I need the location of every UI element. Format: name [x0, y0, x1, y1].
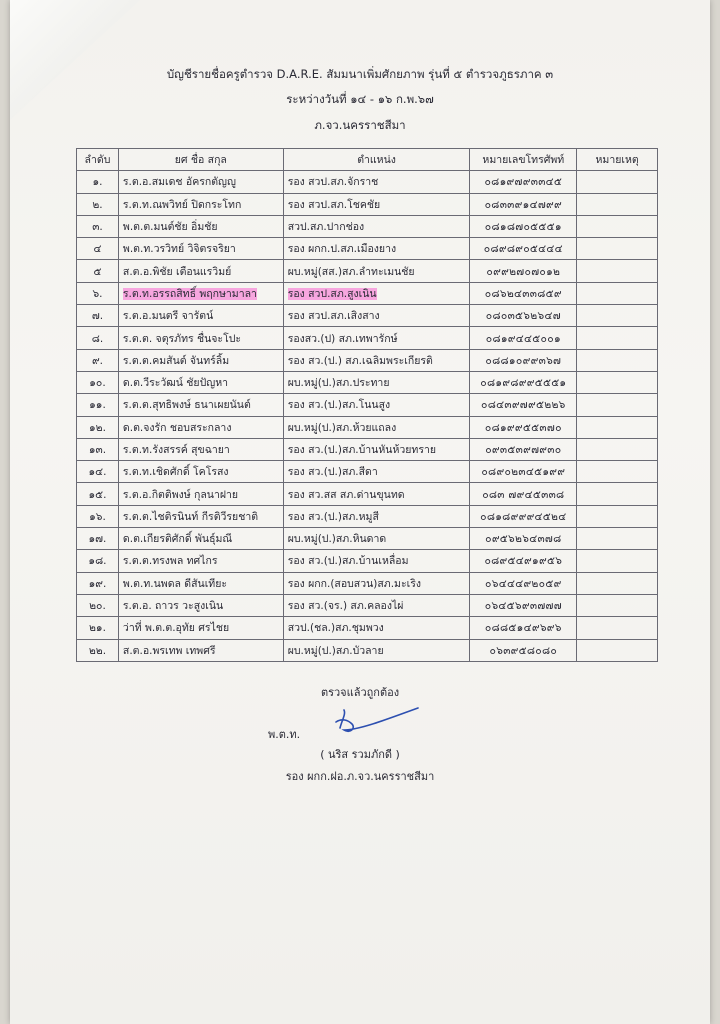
cell-no-text: ๑๒.	[88, 421, 106, 434]
cell-no	[77, 438, 119, 460]
cell-name	[118, 639, 283, 661]
cell-name-text: ร.ต.อ.สมเดช อัครกตัญญู	[122, 176, 236, 189]
cell-note	[577, 483, 658, 505]
cell-no-text: ๕	[93, 265, 102, 278]
cell-phone-text: ๐๙๙๒๗๐๗๐๑๒	[486, 265, 561, 278]
cell-phone	[470, 528, 577, 550]
cell-name	[118, 171, 283, 193]
cell-name	[118, 572, 283, 594]
cell-no-text: ๑๑.	[89, 399, 106, 412]
cell-name	[118, 528, 283, 550]
cell-name	[118, 215, 283, 237]
verified-statement: ตรวจแล้วถูกต้อง	[320, 686, 400, 699]
cell-name	[118, 282, 283, 304]
cell-position-text: รอง สว.(ป.)สภ.โนนสูง	[287, 399, 391, 412]
cell-phone	[470, 171, 577, 193]
cell-phone	[470, 371, 577, 393]
cell-no-text: ๒.	[92, 198, 103, 211]
cell-name-text: ส.ต.อ.พรเทพ เทพศรี	[122, 644, 216, 657]
cell-position-text: ผบ.หมู่(สส.)สภ.ลำทะเมนชัย	[287, 265, 415, 278]
cell-name-text: พ.ต.ท.วรวิทย์ วิจิตรจริยา	[122, 243, 236, 256]
table-row	[77, 438, 658, 460]
cell-note	[577, 438, 658, 460]
cell-note	[577, 215, 658, 237]
cell-position-text: รอง สว.(ป.)สภ.สีดา	[287, 466, 378, 479]
cell-phone-text: ๐๘๓๓๙๑๔๗๙๙	[484, 198, 563, 211]
cell-no-text: ๑๔.	[88, 466, 107, 479]
table-row	[77, 193, 658, 215]
cell-name-text: ด.ต.จงรัก ชอบสระกลาง	[122, 421, 232, 434]
cell-position-text: รอง ผกก.(สอบสวน)สภ.มะเริง	[287, 577, 421, 590]
cell-note	[577, 572, 658, 594]
cell-phone-text: ๐๖๔๕๖๙๓๗๗๗	[484, 600, 562, 613]
cell-name	[118, 371, 283, 393]
cell-no	[77, 416, 119, 438]
table-row	[77, 260, 658, 282]
cell-name-text: ร.ต.ต.ไชติรนินท์ กีรติวีรยชาติ	[122, 510, 259, 523]
cell-no	[77, 505, 119, 527]
cell-name-text: พ.ต.ต.มนต์ชัย อิ่มชัย	[122, 221, 218, 234]
cell-name-text: ร.ต.ต.ทรงพล ทศไกร	[122, 555, 218, 568]
cell-position	[283, 528, 470, 550]
cell-position	[283, 617, 470, 639]
cell-no	[77, 550, 119, 572]
table-row	[77, 461, 658, 483]
cell-phone	[470, 193, 577, 215]
table-header-row	[77, 149, 658, 171]
cell-name-text: ร.ต.อ.กิตติพงษ์ กุลนาฝาย	[122, 488, 239, 501]
cell-no	[77, 572, 119, 594]
cell-name	[118, 594, 283, 616]
cell-position-text: ผบ.หมู่(ป.)สภ.หินดาด	[287, 533, 387, 546]
cell-note	[577, 528, 658, 550]
table-row	[77, 171, 658, 193]
cell-phone	[470, 572, 577, 594]
table-row	[77, 639, 658, 661]
roster-table	[76, 148, 658, 662]
cell-note	[577, 193, 658, 215]
cell-name	[118, 193, 283, 215]
cell-name-text: ร.ต.ท.เชิดศักดิ์ โคโรสง	[122, 466, 229, 479]
table-row	[77, 215, 658, 237]
cell-note	[577, 617, 658, 639]
cell-phone	[470, 483, 577, 505]
cell-name-text: ร.ต.อ. ถาวร วะสูงเนิน	[122, 600, 224, 613]
document-date-range: ระหว่างวันที่ ๑๔ - ๑๖ ก.พ.๖๗	[286, 92, 434, 106]
cell-no	[77, 260, 119, 282]
cell-phone	[470, 327, 577, 349]
cell-name-text: ด.ต.วีระวัฒน์ ชัยปัญหา	[122, 377, 229, 390]
cell-phone-text: ๐๘๙๐๒๓๔๕๑๙๙	[481, 466, 566, 479]
cell-position-text: รอง สวป.สภ.สูงเนิน	[287, 287, 377, 300]
cell-position	[283, 594, 470, 616]
cell-phone	[470, 550, 577, 572]
signatory-position: รอง ผกก.ฝอ.ภ.จว.นครราชสีมา	[285, 770, 435, 783]
table-row	[77, 617, 658, 639]
cell-position	[283, 394, 470, 416]
cell-no	[77, 305, 119, 327]
cell-phone	[470, 505, 577, 527]
column-header-no: ลำดับ	[77, 149, 119, 171]
table-row	[77, 349, 658, 371]
cell-no	[77, 282, 119, 304]
cell-position	[283, 639, 470, 661]
cell-position	[283, 327, 470, 349]
cell-phone-text: ๐๖๔๔๔๙๒๐๕๙	[485, 577, 562, 590]
cell-position-text: รอง ผกก.ป.สภ.เมืองยาง	[287, 243, 397, 256]
cell-no-text: ๒๒.	[88, 644, 107, 657]
cell-position-text: สวป.สภ.ปากช่อง	[287, 221, 365, 234]
cell-name-text: ร.ต.ต.สุทธิพงษ์ ธนาเผยนันต์	[122, 399, 251, 412]
cell-no	[77, 238, 119, 260]
cell-name	[118, 327, 283, 349]
cell-position	[283, 483, 470, 505]
column-header-name: ยศ ชื่อ สกุล	[118, 149, 283, 171]
cell-position	[283, 349, 470, 371]
cell-name-text: ด.ต.เกียรติศักดิ์ พันธุ์มณี	[122, 533, 233, 546]
cell-no	[77, 594, 119, 616]
cell-phone-text: ๐๘๔๓๙๗๙๕๒๒๖	[480, 399, 566, 412]
column-header-note: หมายเหตุ	[577, 149, 658, 171]
cell-no	[77, 639, 119, 661]
cell-no-text: ๑๖.	[89, 510, 106, 523]
cell-note	[577, 305, 658, 327]
cell-phone-text: ๐๘๑๘๙๙๙๔๕๒๔	[480, 510, 567, 523]
cell-phone	[470, 461, 577, 483]
cell-name	[118, 349, 283, 371]
cell-no-text: ๗.	[91, 310, 104, 323]
cell-phone-text: ๐๘๑๙๗๙๓๓๔๕	[484, 176, 563, 189]
table-row	[77, 594, 658, 616]
cell-note	[577, 639, 658, 661]
cell-name	[118, 394, 283, 416]
cell-no	[77, 371, 119, 393]
cell-no-text: ๑๕.	[88, 488, 107, 501]
table-row	[77, 394, 658, 416]
cell-note	[577, 594, 658, 616]
cell-name	[118, 260, 283, 282]
cell-no	[77, 327, 119, 349]
cell-position	[283, 461, 470, 483]
cell-phone	[470, 238, 577, 260]
cell-note	[577, 238, 658, 260]
cell-name	[118, 461, 283, 483]
cell-no-text: ๒๐.	[89, 600, 106, 613]
document-title: บัญชีรายชื่อครูตำรวจ D.A.R.E. สัมมนาเพิ่มศักยภาพ รุ่นที่ ๕ ตำรวจภูธรภาค ๓	[166, 67, 554, 81]
cell-phone-text: ๐๘๓ ๗๙๔๕๓๓๘	[482, 488, 565, 501]
table-row	[77, 505, 658, 527]
cell-no-text: ๑.	[92, 176, 103, 189]
cell-name-text: ร.ต.ท.ณพวิทย์ ปิดกระโทก	[122, 198, 242, 211]
cell-position-text: รอง สว.(ป.)สภ.บ้านเหลื่อม	[287, 555, 409, 568]
cell-no-text: ๑๙.	[88, 577, 107, 590]
cell-position-text: สวป.(ชล.)สภ.ชุมพวง	[287, 622, 384, 635]
cell-position	[283, 550, 470, 572]
cell-position	[283, 193, 470, 215]
cell-phone-text: ๐๙๓๕๓๙๗๙๓๐	[485, 444, 562, 456]
cell-no-text: ๑๗.	[88, 533, 107, 546]
cell-phone	[470, 438, 577, 460]
column-header-phone: หมายเลขโทรศัพท์	[470, 149, 577, 171]
cell-name	[118, 416, 283, 438]
cell-phone	[470, 639, 577, 661]
cell-position	[283, 371, 470, 393]
cell-name	[118, 505, 283, 527]
cell-phone	[470, 617, 577, 639]
cell-note	[577, 461, 658, 483]
table-row	[77, 572, 658, 594]
cell-no	[77, 193, 119, 215]
cell-phone	[470, 260, 577, 282]
cell-position-text: รอง สว.(ป.) สภ.เฉลิมพระเกียรติ	[287, 354, 433, 367]
cell-position-text: รอง สว.(ป.)สภ.หมูสี	[287, 510, 379, 523]
table-row	[77, 238, 658, 260]
cell-name	[118, 438, 283, 460]
table-row	[77, 327, 658, 349]
cell-no	[77, 528, 119, 550]
cell-note	[577, 327, 658, 349]
cell-position-text: รอง สวป.สภ.โชคชัย	[287, 198, 381, 211]
cell-no-text: ๑๘.	[88, 555, 107, 568]
cell-position-text: ผบ.หมู่(ป.)สภ.บัวลาย	[287, 644, 384, 657]
cell-position	[283, 260, 470, 282]
cell-position-text: ผบ.หมู่(ป.)สภ.ห้วยแถลง	[287, 421, 397, 434]
cell-position	[283, 305, 470, 327]
cell-position	[283, 171, 470, 193]
cell-phone-text: ๐๘๑๙๔๔๕๐๐๑	[485, 332, 561, 345]
cell-no	[77, 171, 119, 193]
cell-phone	[470, 282, 577, 304]
cell-name-text: ร.ต.ท.รังสรรค์ สุขฉายา	[122, 444, 230, 456]
cell-no-text: ๑๓.	[88, 444, 107, 456]
cell-phone	[470, 394, 577, 416]
cell-position-text: รอง สวป.สภ.เสิงสาง	[287, 310, 380, 323]
signatory-name: ( นริส รวมภักดี )	[320, 748, 400, 761]
cell-note	[577, 394, 658, 416]
column-header-position: ตำแหน่ง	[283, 149, 470, 171]
signature-scribble	[300, 700, 425, 745]
table-row	[77, 305, 658, 327]
cell-no-text: ๖.	[92, 287, 103, 300]
cell-position	[283, 282, 470, 304]
cell-phone-text: ๐๘๑๙๙๕๕๓๗๐	[484, 421, 562, 434]
table-row	[77, 550, 658, 572]
cell-phone-text: ๐๘๘๑๐๙๙๓๖๗	[485, 354, 562, 367]
cell-phone	[470, 349, 577, 371]
cell-no	[77, 394, 119, 416]
cell-no-text: ๘.	[91, 332, 104, 345]
cell-name-text: ร.ต.อ.มนตรี จารัตน์	[122, 310, 214, 323]
cell-no-text: ๒๑.	[88, 622, 106, 635]
roster-body	[77, 171, 658, 662]
cell-phone-text: ๐๙๕๖๒๖๔๓๗๘	[485, 533, 562, 546]
cell-name-text: ร.ต.ท.อรรถสิทธิ์ พฤกษามาลา	[122, 287, 257, 300]
cell-position-text: รอง สว.(จร.) สภ.คลองไผ่	[287, 600, 404, 613]
cell-name-text: ร.ต.ต. จตุรภัทร ชื่นจะโปะ	[122, 332, 242, 345]
cell-no-text: ๓.	[92, 221, 103, 234]
cell-phone-text: ๐๖๓๙๕๘๐๘๐	[489, 644, 558, 657]
cell-note	[577, 416, 658, 438]
cell-phone-text: ๐๘๙๘๙๐๕๔๔๔	[483, 243, 563, 256]
cell-position	[283, 572, 470, 594]
cell-name-text: ว่าที่ พ.ต.ต.อุทัย ศรไชย	[122, 622, 230, 635]
cell-name-text: พ.ต.ท.นพดล ดีสันเทียะ	[122, 577, 227, 590]
table-row	[77, 282, 658, 304]
signatory-rank: พ.ต.ท.	[268, 728, 301, 741]
cell-name	[118, 617, 283, 639]
cell-position	[283, 238, 470, 260]
cell-no-text: ๔	[93, 243, 102, 256]
cell-note	[577, 349, 658, 371]
cell-phone-text: ๐๘๘๕๑๔๙๖๙๖	[484, 622, 562, 635]
cell-name	[118, 305, 283, 327]
cell-position-text: รอง สว.(ป.)สภ.บ้านหันห้วยทราย	[287, 444, 437, 456]
cell-position	[283, 505, 470, 527]
cell-position	[283, 416, 470, 438]
cell-no	[77, 483, 119, 505]
cell-no-text: ๙.	[91, 354, 103, 367]
cell-position-text: ผบ.หมู่(ป.)สภ.ประทาย	[287, 377, 390, 390]
cell-phone	[470, 305, 577, 327]
cell-no	[77, 461, 119, 483]
cell-position-text: รองสว.(ป) สภ.เทพารักษ์	[287, 332, 398, 345]
cell-name-text: ร.ต.ต.คมสันต์ จันทร์ลิ้ม	[122, 354, 230, 367]
cell-note	[577, 260, 658, 282]
cell-phone-text: ๐๘๑๘๗๐๕๕๕๑	[484, 221, 562, 234]
cell-note	[577, 171, 658, 193]
cell-note	[577, 505, 658, 527]
cell-name	[118, 550, 283, 572]
cell-phone-text: ๐๘๙๕๔๙๑๙๕๖	[484, 555, 563, 568]
cell-phone	[470, 215, 577, 237]
cell-name	[118, 483, 283, 505]
cell-no	[77, 349, 119, 371]
cell-phone-text: ๐๘๑๙๘๙๙๕๕๕๑	[480, 377, 567, 390]
document-unit: ภ.จว.นครราชสีมา	[314, 118, 406, 132]
table-row	[77, 371, 658, 393]
cell-phone	[470, 594, 577, 616]
table-row	[77, 483, 658, 505]
cell-position-text: รอง สวป.สภ.จักราช	[287, 176, 379, 189]
cell-note	[577, 282, 658, 304]
cell-phone	[470, 416, 577, 438]
table-row	[77, 528, 658, 550]
cell-phone-text: ๐๘๐๓๕๖๒๖๔๗	[485, 310, 561, 323]
cell-no	[77, 215, 119, 237]
cell-note	[577, 550, 658, 572]
cell-name-text: ส.ต.อ.พิชัย เตือนแรวิมย์	[122, 265, 232, 278]
cell-name	[118, 238, 283, 260]
cell-no-text: ๑๐.	[89, 377, 106, 390]
cell-position-text: รอง สว.สส สภ.ด่านขุนทด	[287, 488, 405, 501]
cell-no	[77, 617, 119, 639]
cell-position	[283, 215, 470, 237]
cell-position	[283, 438, 470, 460]
cell-note	[577, 371, 658, 393]
cell-phone-text: ๐๘๖๒๔๓๓๘๕๙	[484, 287, 562, 300]
table-row	[77, 416, 658, 438]
